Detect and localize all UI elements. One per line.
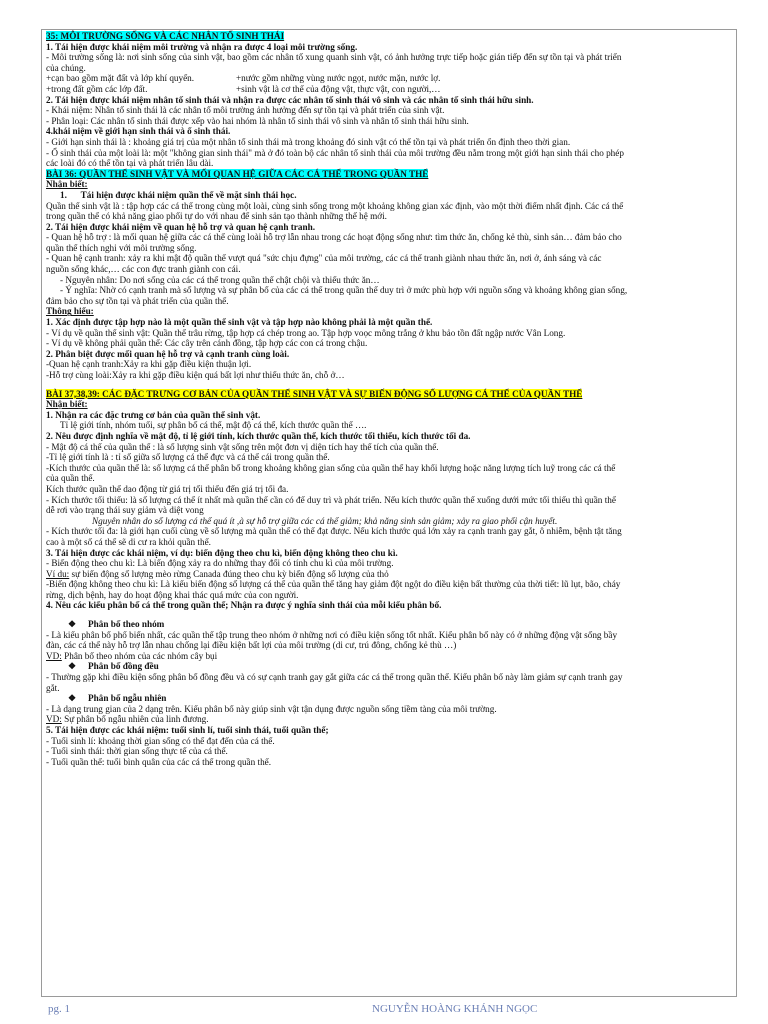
paragraph: - Kích thước tối đa: là giới hạn cuối cùng về số lượng mà quần thể có thể đạt được. Nếu kích thước quá lớn xảy ra cạnh tranh gay gắt, ô nhiễm, bệnh tật tăng [46, 526, 622, 537]
subheading: Nhận biết: [46, 399, 88, 410]
heading: 4. Nêu các kiểu phân bố cá thể trong quần thể; Nhận ra được ý nghĩa sinh thái của mỗi kiểu phân bố. [46, 600, 442, 611]
paragraph: -Biến động không theo chu kì: Là kiểu biến động số lượng cá thể của quần thể tăng hay giảm đột ngột do điều kiện bất thường của thời tiết: lũ lụt, bão, cháy [46, 579, 621, 590]
paragraph: các loài đó có thể tồn tại và phát triển lâu dài. [46, 158, 214, 169]
heading: 1. Nhận ra các đặc trưng cơ bản của quần thể sinh vật. [46, 409, 261, 420]
diamond-bullet-icon: ❖ [68, 661, 77, 672]
paragraph: - Kích thước tối thiểu: là số lượng cá thể ít nhất mà quần thể cần có để duy trì và phát triển. Nếu kích thước quần thể xuống dưới mức tối thiểu thì quần thể [46, 494, 616, 505]
paragraph: cao à một số cá thể sẽ di cư ra khỏi quần thể. [46, 536, 211, 547]
list-heading: ❖ Phân bố đồng đều [68, 661, 159, 672]
list-heading: ❖ Phân bố ngẫu nhiên [68, 693, 167, 704]
paragraph: - Ý nghĩa: Nhờ có cạnh tranh mà số lượng và sự phân bố của các cá thể trong quần thể duy trì ở mức phù hợp với nguồn sống và khoảng không gian sống, [60, 285, 628, 296]
section-35-title: 35: MÔI TRƯỜNG SỐNG VÀ CÁC NHÂN TỐ SINH THÁI [46, 31, 285, 41]
author-name: NGUYỄN HOÀNG KHÁNH NGỌC [372, 1003, 538, 1015]
paragraph: Tỉ lệ giới tính, nhóm tuổi, sự phân bố cá thể, mật độ cá thể, kích thước quần thể …. [60, 420, 367, 431]
paragraph: +cạn bao gồm mặt đất và lớp khí quyển. +nước gồm những vùng nước ngọt, nước mặn, nước lợ. [46, 73, 441, 84]
subheading: Thông hiểu: [46, 306, 94, 317]
heading: 3. Tái hiện được các khái niệm, ví dụ: biến động theo chu kì, biến động không theo chu kì. [46, 547, 398, 558]
paragraph: Kích thước quần thể dao động từ giá trị tối thiểu đến giá trị tối đa. [46, 483, 289, 494]
section-37-title: BÀI 37,38,39: CÁC ĐẶC TRƯNG CƠ BẢN CỦA QUẦN THỂ SINH VẬT VÀ SỰ BIẾN ĐỘNG SỐ LƯỢNG CÁ THỂ CỦA QUẦN THỂ [46, 388, 583, 399]
paragraph: Nguyên nhân do số lượng cá thể quá ít ,à sự hỗ trợ giữa các cá thể giảm; khả năng sinh sản giảm; xảy ra giao phối cận huyết. [92, 515, 558, 526]
paragraph: - Giới hạn sinh thái là : khoảng giá trị của một nhân tố sinh thái mà trong khoảng đó sinh vật có thể tồn tại và phát triển ổn định theo thời gian. [46, 136, 571, 147]
paragraph: - Ví dụ về không phải quần thể: Các cây trên cánh đồng, tập hợp các con cá trong chậu. [46, 338, 368, 349]
diamond-bullet-icon: ❖ [68, 693, 77, 704]
paragraph: - Là dạng trung gian của 2 dạng trên. Kiểu phân bố này giúp sinh vật tận dụng được nguồn sống tiềm tàng của môi trường. [46, 703, 497, 714]
subheading: Nhận biết: [46, 179, 88, 190]
list-heading: ❖ Phân bố theo nhóm [68, 619, 165, 630]
heading: 2. Phân biệt được mối quan hệ hỗ trợ và cạnh tranh cùng loài. [46, 348, 290, 359]
document-body [46, 31, 734, 767]
heading: 1. Tái hiện được khái niệm quần thể về mặt sinh thái học. [60, 189, 297, 200]
paragraph: - Ví dụ về quần thể sinh vật: Quần thể trâu rừng, tập hợp cá chép trong ao. Tập hợp voọc mông trắng ở khu bảo tồn đất ngập nước Vân Long. [46, 327, 566, 338]
paragraph: - Thường gặp khi điều kiện sống phân bố đồng đều và có sự cạnh tranh gay gắt giữa các cá thể trong quần thể. Kiểu phân bố này làm giảm sự cạnh tranh gay [46, 672, 623, 683]
paragraph: -Hỗ trợ cùng loài:Xảy ra khi gặp điều kiện quá bất lợi như thiếu thức ăn, chỗ ở… [46, 370, 345, 380]
paragraph: quần thể thích nghi với môi trường sống. [46, 242, 197, 253]
paragraph: VD: Sự phân bố ngẫu nhiên của linh đương. [46, 714, 209, 725]
paragraph: -Tỉ lệ giới tính là : tỉ số giữa số lượng cá thể đực và cá thể cái trong quần thể. [46, 452, 330, 463]
paragraph: Quần thể sinh vật là : tập hợp các cá thể trong cùng một loài, cùng sinh sống trong một khoảng không gian xác định, vào một thời điểm nhất định. Các cá thể [46, 200, 624, 211]
paragraph: - Là kiểu phân bố phổ biến nhất, các quần thể tập trung theo nhóm ở những nơi có điều kiện sống tốt nhất. Kiểu phân bố này có ở những động vật sống bầy [46, 629, 618, 640]
heading: 1. Xác định được tập hợp nào là một quần thể sinh vật và tập hợp nào không phải là một quần thể. [46, 317, 433, 328]
section-36-title: BÀI 36: QUẦN THỂ SINH VẬT VÀ MỐI QUAN HỆ GIỮA CÁC CÁ THỂ TRONG QUẦN THỂ [46, 168, 429, 179]
paragraph: gắt. [46, 682, 60, 693]
heading: 4.khái niệm về giới hạn sinh thái và ổ sinh thái. [46, 126, 231, 137]
paragraph: - Nguyên nhân: Do nơi sống của các cá thể trong quần thể chật chội và thiếu thức ăn… [60, 274, 380, 285]
paragraph: - Tuổi sinh lí: khoảng thời gian sống có thể đạt đến của cá thể. [46, 735, 275, 746]
paragraph: Ví du: sự biến động số lượng mèo rừng Canada đúng theo chu kỳ biến động số lượng của thỏ [46, 568, 389, 579]
paragraph: - Biến động theo chu kì: Là biến động xảy ra do những thay đổi có tính chu kì của môi trường. [46, 558, 394, 569]
paragraph: đảm bảo cho sự tồn tại và phát triển của quần thể. [46, 295, 229, 306]
heading: 2. Tái hiện được khái niệm nhân tố sinh thái và nhận ra được các nhân tố sinh thái vô sinh và các nhân tố sinh thái hữu sinh. [46, 94, 534, 105]
heading: 1. Tái hiện được khái niệm môi trường và nhận ra được 4 loại môi trường sống. [46, 41, 358, 52]
paragraph: -Kích thước của quần thể là: số lượng cá thể phân bố trong khoảng không gian sống của quần thể hay khối lượng hoặc năng lượng tích luỹ trong các cá thể [46, 462, 616, 473]
heading: 2. Tái hiện được khái niệm về quan hệ hỗ trợ và quan hệ cạnh tranh. [46, 221, 315, 232]
paragraph: của chúng. [46, 62, 86, 73]
paragraph: - Quan hệ cạnh tranh: xảy ra khi mật độ quần thể vượt quá "sức chịu đựng" của môi trường, các cá thể tranh giành nhau thức ăn, nơi ở, ánh sáng và các [46, 253, 602, 264]
paragraph: - Khái niệm: Nhân tố sinh thái là các nhân tố môi trường ảnh hưởng đến sự tồn tại và phát triển của sinh vật. [46, 105, 445, 116]
paragraph: rừng, dịch bệnh, hay do hoạt động khai thác quá mức của con người. [46, 589, 299, 600]
paragraph: - Ổ sinh thái của một loài là: một "không gian sinh thái" mà ở đó toàn bộ các nhân tố sinh thái của môi trường đều nằm trong một giới hạn sinh thái cho phép [46, 147, 624, 158]
diamond-bullet-icon: ❖ [68, 619, 77, 630]
paragraph: -Quan hệ cạnh tranh:Xảy ra khi gặp điều kiện thuận lợi. [46, 359, 252, 370]
paragraph: +trong đất gồm các lớp đất. +sinh vật là cơ thể của động vật, thực vật, con người,… [46, 83, 441, 94]
paragraph: nguồn sống khác,… các con đực tranh giành con cái. [46, 264, 241, 275]
paragraph: - Phân loại: Các nhân tố sinh thái được xếp vào hai nhóm là nhân tố sinh thái vô sinh và nhân tố sinh thái hữu sinh. [46, 115, 469, 126]
heading: 2. Nêu được định nghĩa về mật độ, tỉ lệ giới tính, kích thước quần thể, kích thước tối thiểu, kích thước tối đa. [46, 430, 471, 441]
heading: 5. Tái hiện được các khái niệm: tuổi sinh lí, tuổi sinh thái, tuổi quần thể; [46, 725, 329, 735]
paragraph: VD: Phân bố theo nhóm của các nhóm cây bụi [46, 650, 218, 661]
paragraph: - Tuổi quần thể: tuổi bình quân của các cá thể trong quần thể. [46, 756, 272, 767]
paragraph: đàn, các cá thể này hỗ trợ lẫn nhau chống lại điều kiện bất lợi của môi trường (di cư, trú đông, chống kẻ thù …) [46, 640, 457, 651]
paragraph: - Môi trường sống là: nơi sinh sống của sinh vật, bao gồm các nhân tố xung quanh sinh vật, có ảnh hưởng trực tiếp hoặc gián tiếp đến sự tồn tại và phát triển [46, 52, 622, 63]
paragraph: trong quần thể có khả năng giao phối tự do với nhau để sinh sản tạo thành những thế hệ mới. [46, 211, 387, 222]
paragraph: dễ rơi vào trạng thái suy giảm và diệt vong [46, 505, 204, 516]
paragraph: của quần thể. [46, 473, 95, 484]
paragraph: - Quan hệ hỗ trợ : là mối quan hệ giữa các cá thể cùng loài hỗ trợ lẫn nhau trong các hoạt động sống như: tìm thức ăn, chống kẻ thù, sinh sản… đảm bảo cho [46, 232, 622, 243]
page-number: pg. 1 [48, 1003, 70, 1015]
paragraph: - Tuổi sinh thái: thời gian sống thực tế của cá thể. [46, 746, 228, 757]
paragraph: - Mật độ cá thể của quần thể : là số lượng sinh vật sống trên một đơn vị diện tích hay thể tích của quần thể. [46, 441, 439, 452]
